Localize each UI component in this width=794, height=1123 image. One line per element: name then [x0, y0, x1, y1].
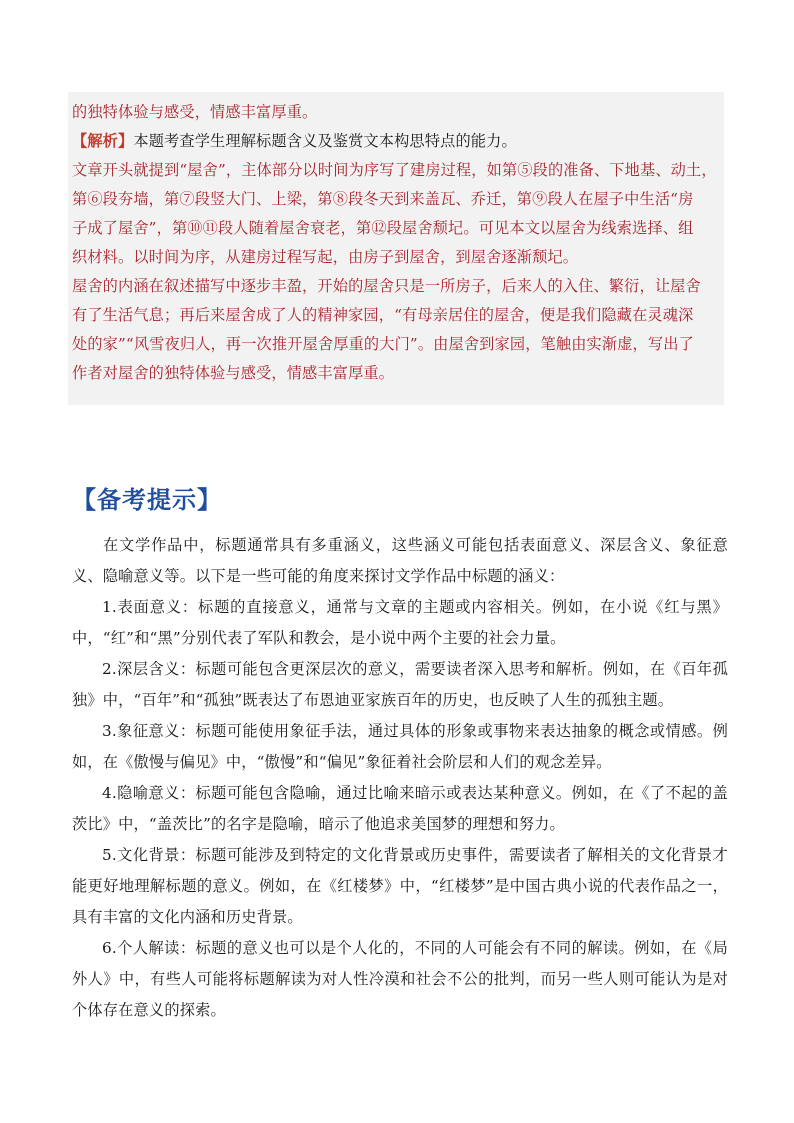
answer-analysis-box — [68, 92, 724, 405]
tips-intro: 在文学作品中，标题通常具有多重涵义，这些涵义可能包括表面意义、深层含义、象征意义、隐喻意义等。以下是一些可能的角度来探讨文学作品中标题的涵义： — [72, 536, 728, 585]
analysis-para2-line2: 有了生活气息；再后来屋舍成了人的精神家园，“有母亲居住的屋舍，便是我们隐藏在灵魂深 — [72, 306, 694, 324]
exam-tips-body — [72, 530, 728, 1026]
exam-tips-title: 【备考提示】 — [72, 486, 222, 514]
analysis-para1-line3: 子成了屋舍”，第⑩⑪段人随着屋舍衰老，第⑫段屋舍颓圮。可见本文以屋舍为线索选择、组 — [72, 219, 694, 237]
analysis-para1-line2: 第⑥段夯墙，第⑦段竖大门、上梁，第⑧段冬天到来盖瓦、乔迁，第⑨段人在屋子中生活“房 — [72, 190, 694, 208]
analysis-para2-line4: 作者对屋舍的独特体验与感受，情感丰富厚重。 — [72, 364, 395, 382]
tips-item-symbolic-meaning: 3.象征意义：标题可能使用象征手法，通过具体的形象或事物来表达抽象的概念或情感。例如，在《傲慢与偏见》中，“傲慢”和“偏见”象征着社会阶层和人们的观念差异。 — [72, 722, 728, 771]
tips-item-deep-meaning: 2.深层含义：标题可能包含更深层次的意义，需要读者深入思考和解析。例如，在《百年孤独》中，“百年”和“孤独”既表达了布恩迪亚家族百年的历史，也反映了人生的孤独主题。 — [72, 660, 728, 709]
analysis-line — [72, 127, 720, 156]
analysis-text: 本题考查学生理解标题含义及鉴赏文本构思特点的能力。 — [133, 132, 517, 150]
tips-item-metaphor-meaning: 4.隐喻意义：标题可能包含隐喻，通过比喻来暗示或表达某种意义。例如，在《了不起的盖茨比》中，“盖茨比”的名字是隐喻，暗示了他追求美国梦的理想和努力。 — [72, 784, 728, 833]
tips-item-surface-meaning: 1.表面意义：标题的直接意义，通常与文章的主题或内容相关。例如，在小说《红与黑》中，“红”和“黑”分别代表了军队和教会，是小说中两个主要的社会力量。 — [72, 598, 728, 647]
analysis-para1-line1: 文章开头就提到“屋舍”，主体部分以时间为序写了建房过程，如第⑤段的准备、下地基、动土， — [72, 161, 717, 179]
tips-item-cultural-background: 5.文化背景：标题可能涉及到特定的文化背景或历史事件，需要读者了解相关的文化背景才能更好地理解标题的意义。例如，在《红楼梦》中，“红楼梦”是中国古典小说的代表作品之一，具有丰富的文化内涵和历史背景。 — [72, 846, 728, 926]
analysis-para2-line3: 处的家”“风雪夜归人，再一次推开屋舍厚重的大门”。由屋舍到家园，笔触由实渐虚，写出了 — [72, 335, 694, 353]
tips-item-personal-reading: 6.个人解读：标题的意义也可以是个人化的，不同的人可能会有不同的解读。例如，在《局外人》中，有些人可能将标题解读为对人性冷漠和社会不公的批判，而另一些人则可能认为是对个体存在意义的探索。 — [72, 939, 728, 1019]
analysis-label: 【解析】 — [72, 132, 134, 150]
analysis-para2-line1: 屋舍的内涵在叙述描写中逐步丰盈，开始的屋舍只是一所房子，后来人的入住、繁衍，让屋舍 — [72, 277, 701, 295]
analysis-para1-line4: 织材料。以时间为序，从建房过程写起，由房子到屋舍，到屋舍逐渐颓圮。 — [72, 248, 579, 266]
answer-line-top: 的独特体验与感受，情感丰富厚重。 — [72, 103, 318, 121]
